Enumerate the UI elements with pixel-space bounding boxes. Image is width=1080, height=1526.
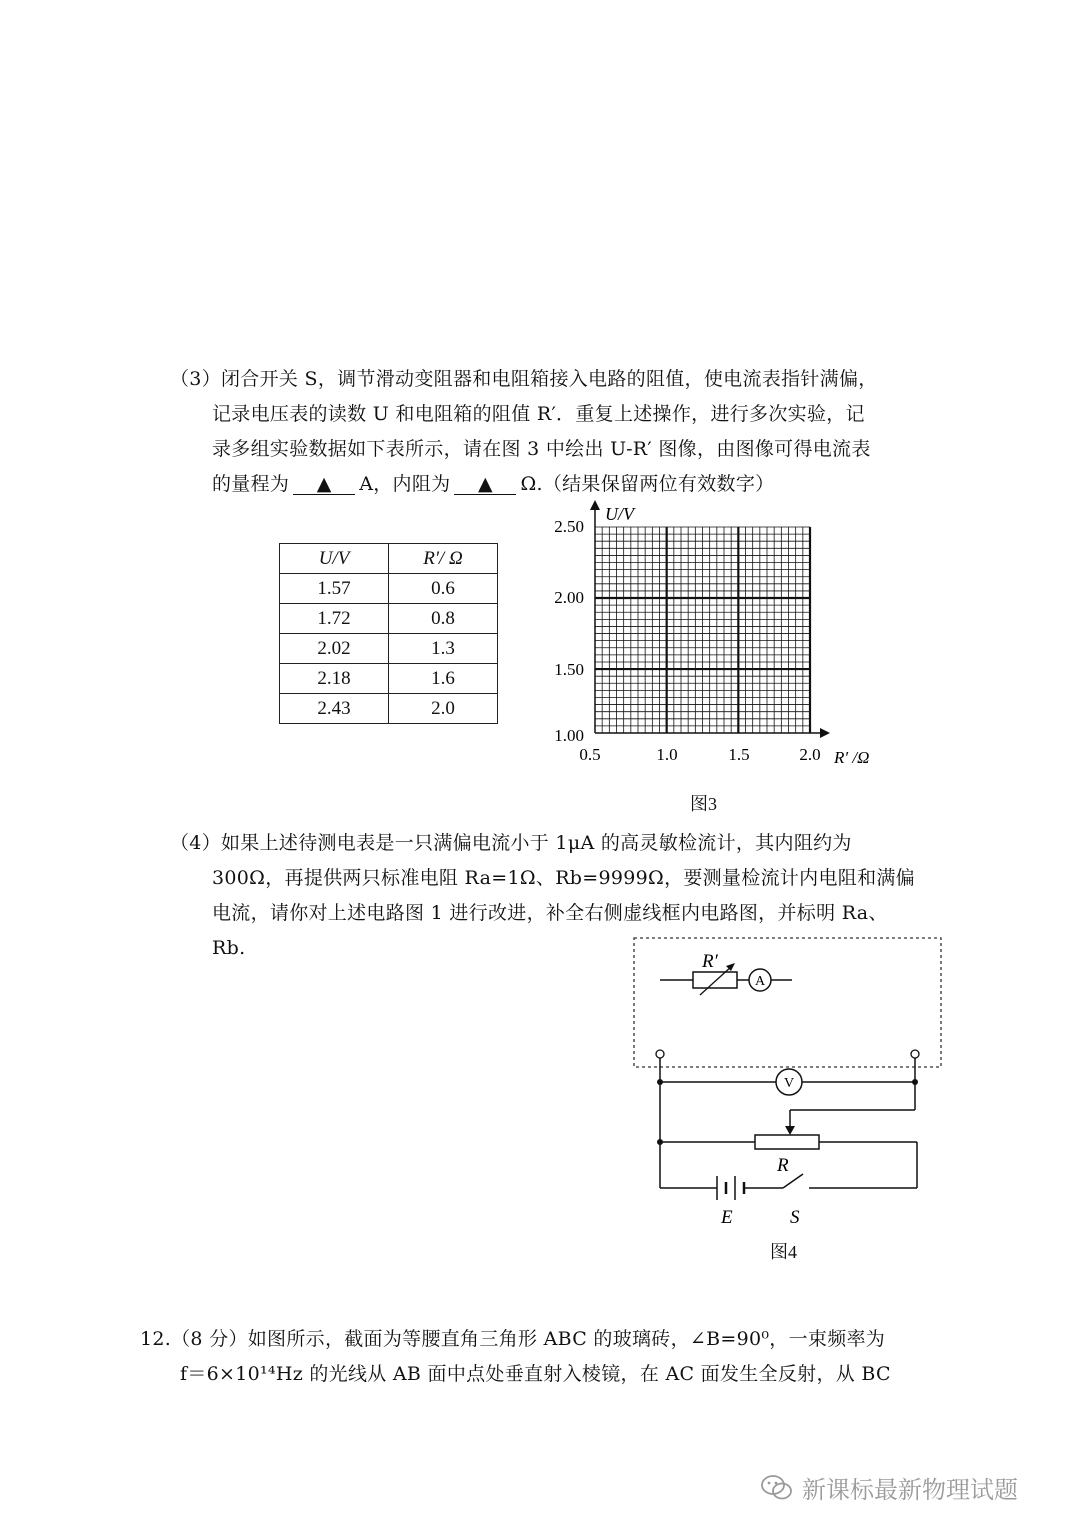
fig3-y-axis-label: U/V [605, 504, 634, 524]
rheostat [755, 1135, 819, 1149]
part3-line-3: 录多组实验数据如下表所示，请在图 3 中绘出 U-R′ 图像，由图像可得电流表 [212, 438, 871, 460]
part3-line-1: （3）闭合开关 S，调节滑动变阻器和电阻箱接入电路的阻值，使电流表指针满偏， [170, 368, 878, 390]
table-cell: 1.6 [389, 664, 498, 694]
table-cell: 2.02 [280, 634, 389, 664]
watermark-text: 新课标最新物理试题 [802, 1476, 1018, 1504]
fig3-ytick: 1.50 [554, 660, 584, 679]
q12-line-1: 12.（8 分）如图所示，截面为等腰直角三角形 ABC 的玻璃砖，∠B=90⁰，一束频率为 [140, 1328, 886, 1350]
fig3-ytick: 2.00 [554, 588, 584, 607]
fig3-ytick: 1.00 [554, 726, 584, 745]
table-row [280, 604, 498, 634]
fig3-grid-chart [540, 500, 880, 775]
table-row [280, 694, 498, 724]
table-cell: 0.8 [389, 604, 498, 634]
switch-label: S [790, 1207, 800, 1228]
fig3-x-axis-label: R′ /Ω [834, 748, 870, 767]
dashed-box [634, 938, 941, 1067]
voltmeter-label: V [783, 1076, 795, 1091]
part3-line4-b: A，内阻为 [359, 473, 451, 495]
emf-label: E [721, 1207, 733, 1228]
table-cell: 2.18 [280, 664, 389, 694]
terminal-right [911, 1050, 919, 1058]
part4-line-1: （4）如果上述待测电表是一只满偏电流小于 1μA 的高灵敏检流计，其内阻约为 [170, 832, 852, 854]
fig3-grid-lines [595, 527, 810, 733]
answer-blank-range: ▲ [293, 474, 355, 495]
resistance-box-label: R′ [702, 951, 718, 972]
q12-line-2: f＝6×10¹⁴Hz 的光线从 AB 面中点处垂直射入棱镜，在 AC 面发生全反射，从 BC [180, 1363, 891, 1385]
data-table [279, 543, 498, 724]
resistance-box [693, 972, 737, 988]
table-cell: 1.57 [280, 574, 389, 604]
part4-line-3: 电流，请你对上述电路图 1 进行改进，补全右侧虚线框内电路图，并标明 Ra、 [212, 902, 888, 924]
part4-line-2: 300Ω，再提供两只标准电阻 Ra=1Ω、Rb=9999Ω，要测量检流计内电阻和满偏 [212, 867, 915, 889]
part3-paragraph [170, 362, 945, 502]
table-cell: 0.6 [389, 574, 498, 604]
table-header-u: U/V [280, 544, 389, 574]
fig4-circuit [625, 930, 955, 1230]
watermark [760, 1470, 1018, 1505]
part3-line-4 [170, 467, 945, 502]
table-cell: 2.43 [280, 694, 389, 724]
part3-line4-a: 的量程为 [212, 473, 290, 495]
fig3-caption: 图3 [690, 794, 717, 814]
part4-line-4: Rb. [212, 937, 246, 959]
table-header-r: R'/ Ω [389, 544, 498, 574]
part3-line4-c: Ω.（结果保留两位有效数字） [520, 473, 775, 495]
terminal-left [656, 1050, 664, 1058]
ammeter-label: A [754, 974, 766, 989]
fig3-ytick: 2.50 [554, 517, 584, 536]
switch-icon [783, 1174, 803, 1188]
answer-blank-resistance: ▲ [454, 474, 516, 495]
fig3-xtick: 0.5 [579, 745, 601, 764]
part3-line-2: 记录电压表的读数 U 和电阻箱的阻值 R′．重复上述操作，进行多次实验，记 [212, 403, 865, 425]
wechat-icon [760, 1474, 794, 1502]
rheostat-label: R [777, 1155, 789, 1176]
table-row [280, 634, 498, 664]
fig3-xtick: 1.0 [656, 745, 678, 764]
fig3-xtick: 2.0 [799, 745, 821, 764]
table-header-row [280, 544, 498, 574]
table-cell: 2.0 [389, 694, 498, 724]
fig3-xtick: 1.5 [728, 745, 750, 764]
fig4-caption: 图4 [770, 1242, 797, 1262]
table-row [280, 664, 498, 694]
question-12 [140, 1322, 945, 1392]
table-row [280, 574, 498, 604]
table-cell: 1.72 [280, 604, 389, 634]
table-cell: 1.3 [389, 634, 498, 664]
